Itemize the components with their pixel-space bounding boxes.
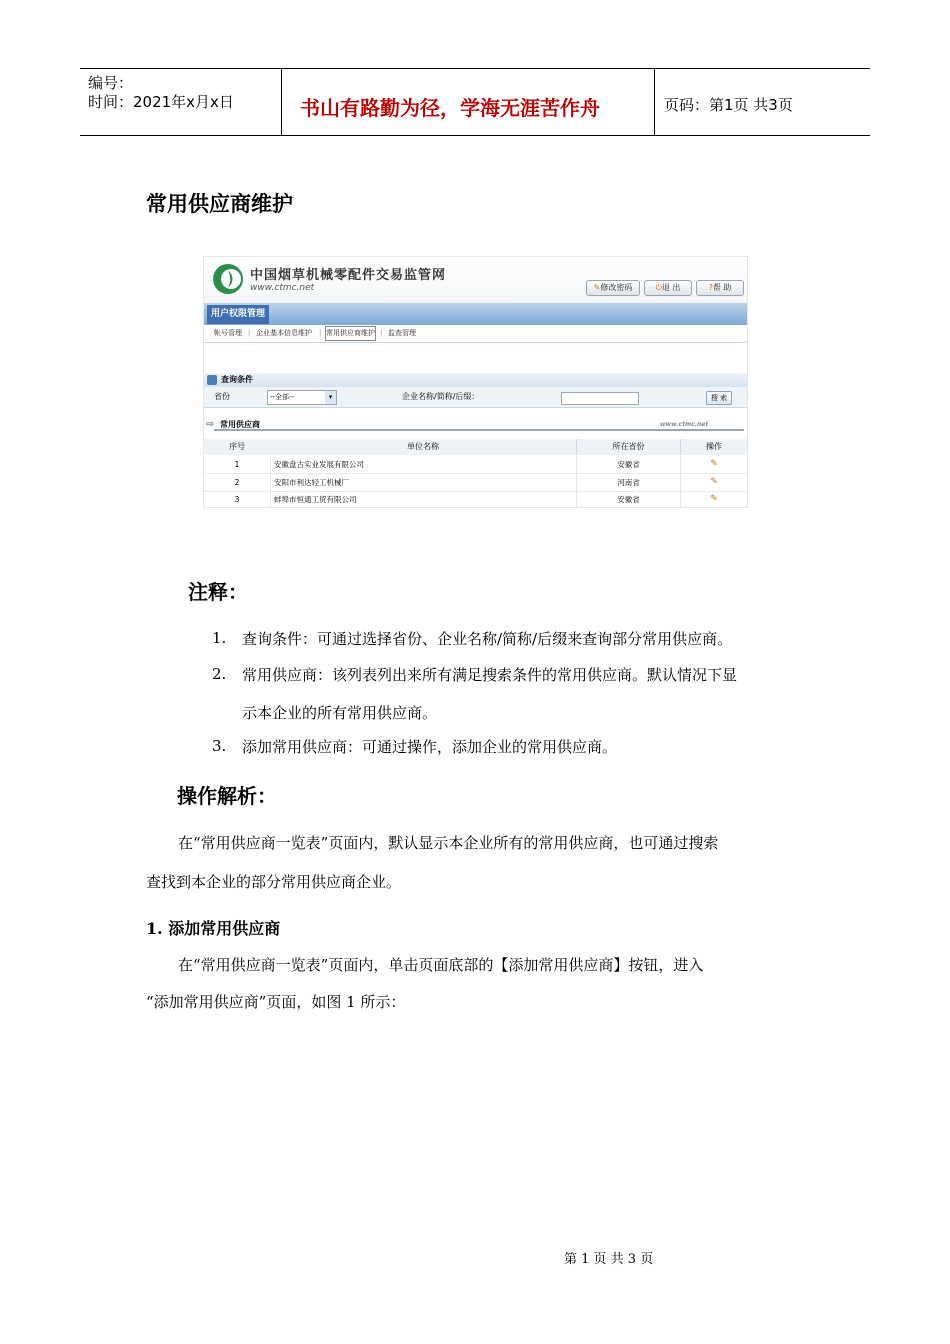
doc-code-label: 编号：: [88, 74, 134, 92]
province-select[interactable]: --全部-- ▾: [267, 390, 337, 405]
subnav-separator: |: [248, 329, 251, 337]
subnav-company-info[interactable]: 企业基本信息维护: [256, 329, 312, 337]
sub-navigation: [204, 325, 747, 343]
change-password-button[interactable]: ✎修改密码: [586, 280, 640, 296]
list-header: [204, 417, 747, 433]
subnav-separator: |: [380, 329, 383, 337]
header-divider-2: [654, 68, 655, 136]
doc-time-label: 时间：2021年x月x日: [88, 93, 234, 111]
page-footer: 第 1 页 共 3 页: [564, 1252, 654, 1267]
embedded-screenshot: [203, 256, 748, 508]
site-url: www.ctmc.net: [250, 283, 315, 293]
power-icon: ⏻: [655, 283, 662, 292]
tab-bar: [204, 303, 747, 325]
edit-action-icon[interactable]: ✎: [710, 494, 718, 504]
analysis-paragraph-continued: 查找到本企业的部分常用供应商企业。: [146, 873, 402, 891]
logout-button[interactable]: ⏻退 出: [644, 280, 692, 296]
note-number: 1.: [212, 629, 227, 647]
row-company-name: 安徽盘古实业发展有限公司: [270, 456, 577, 473]
row-province: 河南省: [577, 474, 681, 491]
page-title: 常用供应商维护: [146, 192, 293, 216]
note-number: 3.: [212, 737, 227, 755]
analysis-heading: 操作解析：: [177, 784, 277, 808]
company-name-input[interactable]: [561, 392, 639, 405]
column-header-name: 单位名称: [270, 439, 577, 455]
row-company-name: 安阳市利达轻工机械厂: [270, 474, 577, 491]
row-number: 1: [204, 456, 271, 473]
header-bottom-border: [80, 135, 870, 136]
help-button[interactable]: ?帮 助: [696, 280, 744, 296]
section-paragraph-continued: “添加常用供应商”页面，如图 1 所示：: [146, 993, 406, 1011]
column-header-no: 序号: [204, 439, 271, 455]
query-icon: [207, 375, 217, 385]
header-top-border: [80, 68, 870, 69]
arrow-right-icon: ⇨: [206, 419, 215, 430]
note-text-continued: 示本企业的所有常用供应商。: [242, 704, 438, 722]
note-text: 查询条件：可通过选择省份、企业名称/简称/后缀来查询部分常用供应商。: [242, 630, 733, 648]
row-company-name: 蚌埠市恒通工贸有限公司: [270, 491, 577, 508]
note-number: 2.: [212, 665, 227, 683]
subnav-account[interactable]: 帐号管理: [214, 329, 242, 337]
company-name-label: 企业名称/简称/后缀：: [402, 392, 480, 401]
subnav-separator: |: [319, 329, 322, 337]
header-motto: 书山有路勤为径，学海无涯苦作舟: [300, 96, 600, 120]
search-button[interactable]: 搜 索: [706, 391, 732, 405]
header-divider-1: [281, 68, 282, 136]
edit-action-icon[interactable]: ✎: [710, 459, 718, 469]
subnav-common-suppliers[interactable]: 常用供应商维护: [325, 326, 376, 341]
section-heading: 1. 添加常用供应商: [146, 919, 281, 938]
note-text: 添加常用供应商：可通过操作，添加企业的常用供应商。: [242, 738, 618, 756]
note-text: 常用供应商：该列表列出来所有满足搜索条件的常用供应商。默认情况下显: [242, 666, 738, 684]
query-title: 查询条件: [221, 375, 253, 384]
watermark: www.ctmc.net: [660, 421, 709, 428]
notes-heading: 注释：: [188, 580, 248, 604]
subnav-supervision[interactable]: 监查管理: [388, 329, 416, 337]
row-province: 安徽省: [577, 491, 681, 508]
ctmc-logo-icon: [212, 262, 244, 296]
help-icon: ?: [708, 283, 713, 292]
row-number: 2: [204, 474, 271, 491]
page-info: 页码：第1页 共3页: [664, 96, 793, 114]
edit-action-icon[interactable]: ✎: [710, 477, 718, 487]
column-header-action: 操作: [681, 439, 747, 455]
row-province: 安徽省: [577, 456, 681, 473]
tab-user-permissions[interactable]: 用户权限管理: [207, 305, 269, 324]
query-header: [204, 373, 747, 387]
chevron-down-icon: ▾: [325, 391, 336, 404]
province-label: 省份: [214, 392, 230, 401]
query-row: [204, 387, 747, 408]
analysis-paragraph: 在“常用供应商一览表”页面内，默认显示本企业所有的常用供应商，也可通过搜索: [178, 834, 719, 852]
section-paragraph: 在“常用供应商一览表”页面内，单击页面底部的【添加常用供应商】按钮，进入: [178, 956, 704, 974]
column-header-province: 所在省份: [577, 439, 681, 455]
row-number: 3: [204, 491, 271, 508]
edit-icon: ✎: [593, 283, 601, 292]
site-name: 中国烟草机械零配件交易监管网: [250, 268, 447, 283]
list-title: 常用供应商: [220, 420, 260, 429]
